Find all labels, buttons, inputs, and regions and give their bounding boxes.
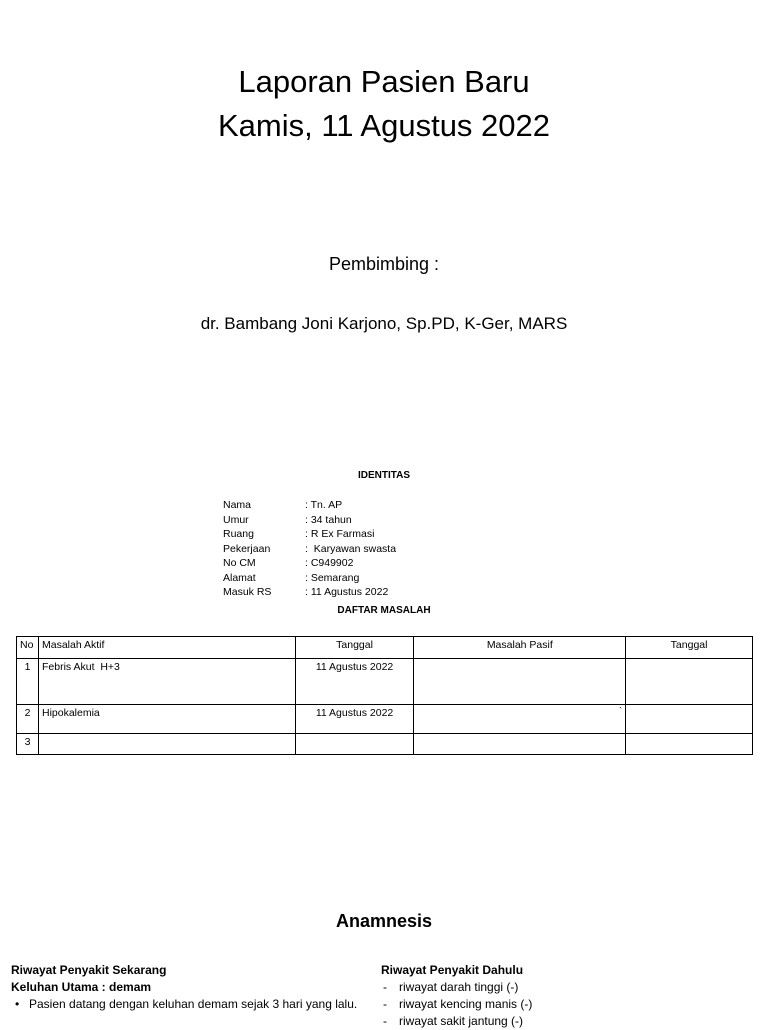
col-header-date: Tanggal <box>295 637 414 659</box>
identity-row-umur <box>223 513 396 528</box>
identity-value: : Tn. AP <box>305 499 343 511</box>
identity-row-pekerjaan <box>223 542 396 557</box>
cell-date-2 <box>626 659 753 705</box>
identity-row-masuk-rs <box>223 585 396 600</box>
cell-date-2 <box>626 734 753 755</box>
identity-row-alamat <box>223 571 396 586</box>
col-header-no: No <box>17 637 39 659</box>
cell-active-problem: Febris Akut H+3 <box>38 659 295 705</box>
report-date: Kamis, 11 Agustus 2022 <box>217 108 551 143</box>
cell-passive-problem <box>414 705 626 734</box>
cell-no: 3 <box>17 734 39 755</box>
identity-key: Umur <box>223 513 249 526</box>
table-row <box>17 705 753 734</box>
past-illness-heading: Riwayat Penyakit Dahulu <box>381 963 524 977</box>
problem-table <box>16 636 753 755</box>
cell-date: 11 Agustus 2022 <box>295 705 414 734</box>
identity-value: : Semarang <box>305 571 360 584</box>
cell-date: 11 Agustus 2022 <box>295 659 414 705</box>
list-item: - riwayat sakit jantung (-) <box>381 1013 751 1030</box>
identity-row-no-cm <box>223 556 396 571</box>
anamnesis-heading: Anamnesis <box>335 911 433 931</box>
identity-list <box>223 498 396 600</box>
past-illness-list <box>381 979 751 1030</box>
identity-row-ruang <box>223 527 396 542</box>
identity-heading: IDENTITAS <box>357 470 411 481</box>
identity-key: Alamat <box>223 571 256 584</box>
list-item: - riwayat kencing manis (-) <box>381 996 751 1013</box>
table-row <box>17 734 753 755</box>
col-header-active-problem: Masalah Aktif <box>38 637 295 659</box>
chief-complaint: Keluhan Utama : demam <box>11 980 152 994</box>
identity-value: : R Ex Farmasi <box>305 528 375 540</box>
cell-passive-problem <box>414 659 626 705</box>
identity-key: Nama <box>223 499 252 511</box>
list-item: • Pasien datang dengan keluhan demam sejak 3 hari yang lalu. <box>11 996 361 1013</box>
list-item: - riwayat darah tinggi (-) <box>381 979 751 996</box>
cell-date-2 <box>626 705 753 734</box>
cell-active-problem: Hipokalemia <box>38 705 295 734</box>
current-illness-heading: Riwayat Penyakit Sekarang <box>11 963 167 977</box>
identity-key: Masuk RS <box>223 586 272 598</box>
supervisor-label: Pembimbing : <box>328 254 440 274</box>
cell-date <box>295 734 414 755</box>
current-illness-list <box>11 996 361 1013</box>
identity-row-nama <box>223 498 396 513</box>
identity-key: Pekerjaan <box>223 542 271 555</box>
cell-active-problem <box>38 734 295 755</box>
passive-problem-mark: ` <box>619 706 623 716</box>
report-title: Laporan Pasien Baru <box>238 64 530 99</box>
identity-value: : 34 tahun <box>305 513 352 526</box>
supervisor-name: dr. Bambang Joni Karjono, Sp.PD, K-Ger, MARS <box>200 314 568 333</box>
cell-passive-problem <box>414 734 626 755</box>
problem-list-heading: DAFTAR MASALAH <box>337 605 431 616</box>
col-header-date-2: Tanggal <box>626 637 753 659</box>
past-illness-section <box>381 962 751 1030</box>
identity-key: Ruang <box>223 528 254 540</box>
cell-no: 2 <box>17 705 39 734</box>
table-row <box>17 659 753 705</box>
cell-no: 1 <box>17 659 39 705</box>
identity-key: No CM <box>223 557 256 569</box>
current-illness-section <box>11 962 361 1013</box>
table-header-row <box>17 637 753 659</box>
identity-value: : C949902 <box>305 557 354 569</box>
identity-value: : 11 Agustus 2022 <box>305 586 389 598</box>
identity-value: : Karyawan swasta <box>305 542 397 555</box>
col-header-passive-problem: Masalah Pasif <box>414 637 626 659</box>
